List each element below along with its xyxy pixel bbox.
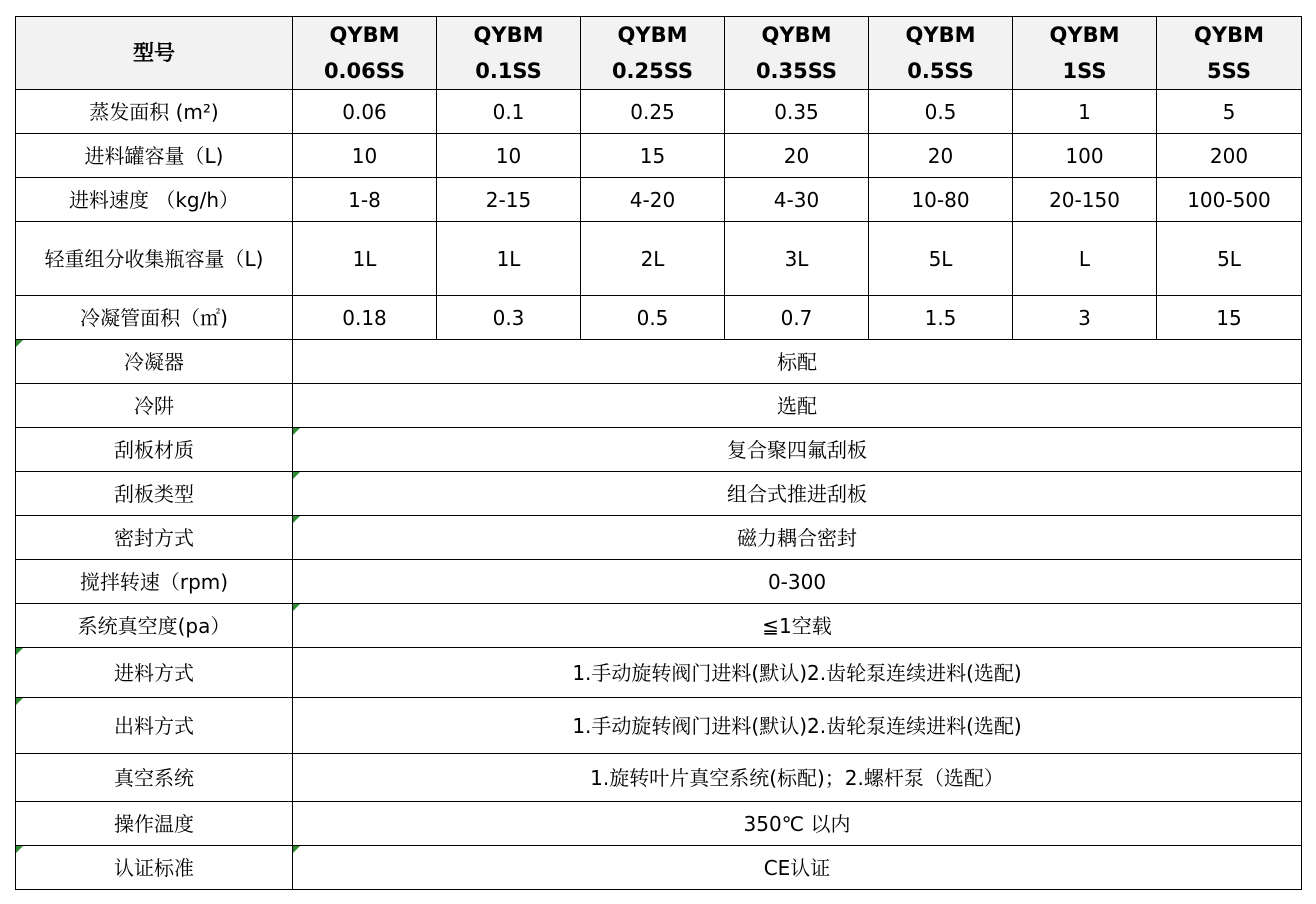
shared-value-cell: ≦1空载 (293, 604, 1302, 648)
spec-row-stirring-speed (16, 560, 1302, 604)
value-cell: 1-8 (293, 178, 437, 222)
model-size: 0.5SS (907, 59, 974, 83)
value-cell: 2L (581, 222, 725, 296)
row-label: 认证标准 (16, 846, 293, 890)
value-cell: 20 (869, 134, 1013, 178)
spec-row-scraper-type (16, 472, 1302, 516)
model-header-cell (869, 17, 1013, 90)
spec-row-cold-trap (16, 384, 1302, 428)
model-size: 0.25SS (611, 59, 694, 83)
model-header-cell (437, 17, 581, 90)
spec-row-evaporation-area (16, 90, 1302, 134)
shared-value-cell: 1.旋转叶片真空系统(标配)；2.螺杆泵（选配） (293, 754, 1302, 802)
value-cell: 0.18 (293, 296, 437, 340)
shared-value-cell: CE认证 (293, 846, 1302, 890)
spec-row-certification (16, 846, 1302, 890)
model-header-cell (581, 17, 725, 90)
value-cell: 3 (1013, 296, 1157, 340)
spec-row-scraper-material (16, 428, 1302, 472)
row-label: 进料速度 （kg/h） (16, 178, 293, 222)
value-cell: 100 (1013, 134, 1157, 178)
value-cell: 0.35 (725, 90, 869, 134)
spec-row-discharge-method (16, 698, 1302, 754)
value-cell: 4-30 (725, 178, 869, 222)
row-label: 冷阱 (16, 384, 293, 428)
header-row (16, 17, 1302, 90)
model-header-cell (293, 17, 437, 90)
model-header-cell (725, 17, 869, 90)
header-label-cell: 型号 (16, 17, 293, 90)
value-cell: 1L (437, 222, 581, 296)
spec-row-feed-rate (16, 178, 1302, 222)
shared-value-cell: 磁力耦合密封 (293, 516, 1302, 560)
value-cell: 10 (293, 134, 437, 178)
value-cell: 0.3 (437, 296, 581, 340)
shared-value-cell: 组合式推进刮板 (293, 472, 1302, 516)
model-name: QYBM (617, 23, 688, 47)
value-cell: 15 (581, 134, 725, 178)
value-cell: 200 (1157, 134, 1302, 178)
model-name: QYBM (473, 23, 544, 47)
row-label: 冷凝器 (16, 340, 293, 384)
row-label: 操作温度 (16, 802, 293, 846)
row-label: 搅拌转速（rpm) (16, 560, 293, 604)
value-cell: 0.5 (581, 296, 725, 340)
spec-row-feed-tank-capacity (16, 134, 1302, 178)
model-size: 5SS (1207, 59, 1251, 83)
model-size: 0.1SS (475, 59, 542, 83)
model-name: QYBM (1049, 23, 1120, 47)
spec-row-operating-temperature (16, 802, 1302, 846)
model-name: QYBM (905, 23, 976, 47)
model-size: 0.35SS (755, 59, 838, 83)
value-cell: 5L (1157, 222, 1302, 296)
row-label: 进料罐容量（L) (16, 134, 293, 178)
value-cell: 0.5 (869, 90, 1013, 134)
row-label: 冷凝管面积（㎡) (16, 296, 293, 340)
spec-row-condenser (16, 340, 1302, 384)
value-cell: 15 (1157, 296, 1302, 340)
model-name: QYBM (761, 23, 832, 47)
model-size: 0.06SS (323, 59, 406, 83)
row-label: 密封方式 (16, 516, 293, 560)
shared-value-cell: 复合聚四氟刮板 (293, 428, 1302, 472)
row-label: 蒸发面积 (m²) (16, 90, 293, 134)
model-name: QYBM (1194, 23, 1264, 47)
value-cell: 2-15 (437, 178, 581, 222)
value-cell: 10 (437, 134, 581, 178)
row-label: 刮板类型 (16, 472, 293, 516)
value-cell: 5 (1157, 90, 1302, 134)
value-cell: L (1013, 222, 1157, 296)
value-cell: 4-20 (581, 178, 725, 222)
spec-row-system-vacuum (16, 604, 1302, 648)
model-header-cell (1157, 17, 1302, 90)
shared-value-cell: 350℃ 以内 (293, 802, 1302, 846)
value-cell: 10-80 (869, 178, 1013, 222)
row-label: 系统真空度(pa） (16, 604, 293, 648)
spec-row-collection-bottle-capacity (16, 222, 1302, 296)
model-name: QYBM (329, 23, 400, 47)
value-cell: 0.1 (437, 90, 581, 134)
value-cell: 20 (725, 134, 869, 178)
spec-row-feed-method (16, 648, 1302, 698)
row-label: 刮板材质 (16, 428, 293, 472)
spec-row-vacuum-system (16, 754, 1302, 802)
value-cell: 3L (725, 222, 869, 296)
value-cell: 0.25 (581, 90, 725, 134)
spec-table (15, 16, 1302, 890)
row-label: 轻重组分收集瓶容量（L) (16, 222, 293, 296)
value-cell: 100-500 (1157, 178, 1302, 222)
value-cell: 5L (869, 222, 1013, 296)
shared-value-cell: 1.手动旋转阀门进料(默认)2.齿轮泵连续进料(选配) (293, 698, 1302, 754)
spec-row-condenser-area (16, 296, 1302, 340)
shared-value-cell: 标配 (293, 340, 1302, 384)
value-cell: 0.7 (725, 296, 869, 340)
shared-value-cell: 选配 (293, 384, 1302, 428)
shared-value-cell: 0-300 (293, 560, 1302, 604)
value-cell: 1L (293, 222, 437, 296)
shared-value-cell: 1.手动旋转阀门进料(默认)2.齿轮泵连续进料(选配) (293, 648, 1302, 698)
spec-row-seal-method (16, 516, 1302, 560)
value-cell: 20-150 (1013, 178, 1157, 222)
row-label: 真空系统 (16, 754, 293, 802)
value-cell: 1 (1013, 90, 1157, 134)
row-label: 出料方式 (16, 698, 293, 754)
row-label: 进料方式 (16, 648, 293, 698)
value-cell: 0.06 (293, 90, 437, 134)
model-header-cell (1013, 17, 1157, 90)
model-size: 1SS (1062, 59, 1107, 83)
value-cell: 1.5 (869, 296, 1013, 340)
